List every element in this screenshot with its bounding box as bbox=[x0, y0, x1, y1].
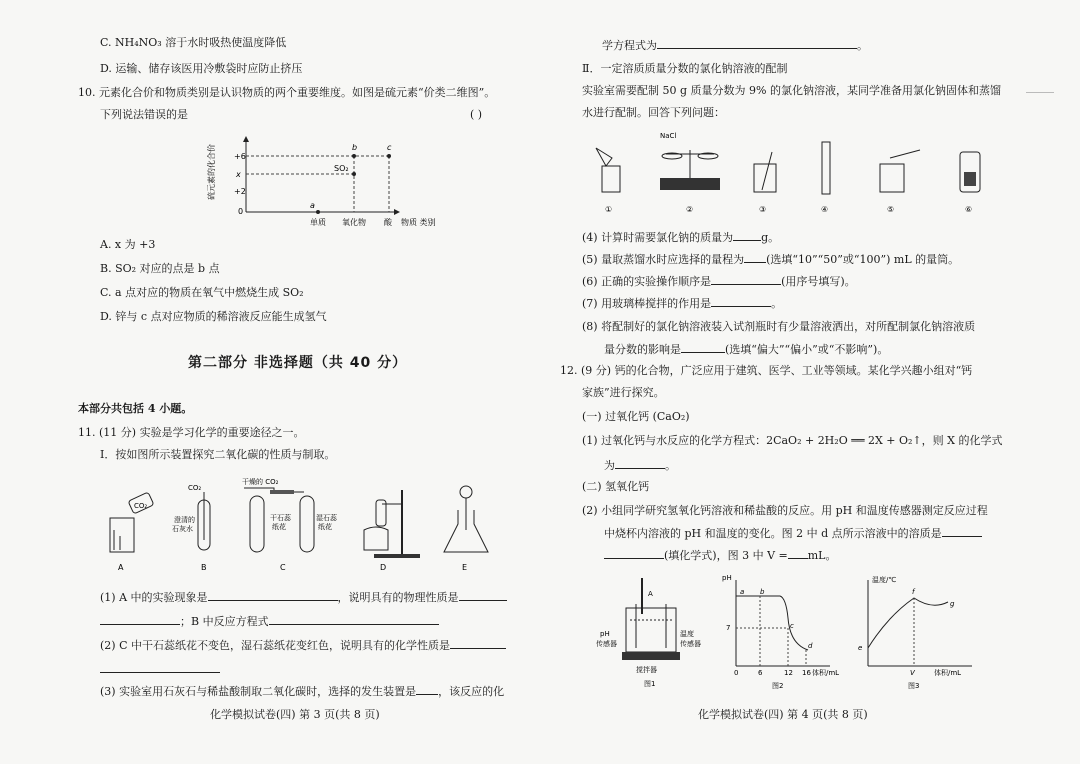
step-5: ⑤ bbox=[887, 205, 895, 214]
q5: (5) 量取蒸馏水时应选择的量程为 (选填“10”“50”或“100”) mL 的量筒。 bbox=[582, 253, 960, 266]
fig1-temp-label: 温度 bbox=[680, 630, 694, 638]
answer-blank[interactable] bbox=[450, 638, 506, 649]
part2-para-2: 水进行配制。回答下列问题： bbox=[582, 106, 725, 119]
fig2-y-label: pH bbox=[722, 574, 732, 582]
answer-blank[interactable] bbox=[269, 614, 439, 625]
q4: (4) 计算时需要氯化钠的质量为 g。 bbox=[582, 231, 780, 244]
fig3-f: f bbox=[912, 588, 915, 596]
part2-title: 第二部分 非选择题（共 40 分） bbox=[188, 355, 408, 371]
q11-3-line: (3) 实验室用石灰石与稀盐酸制取二氧化碳时，选择的发生装置是 ，该反应的化 bbox=[100, 685, 505, 698]
q12-stem: 12. (9 分) 钙的化合物，广泛应用于建筑、医学、工业等领域。某化学兴趣小组对“钙 bbox=[560, 364, 973, 377]
fig1-ph-label-2: 传感器 bbox=[596, 640, 617, 648]
fig1-a-label: A bbox=[648, 590, 653, 598]
q12-2-line1: (2) 小组同学研究氢氧化钙溶液和稀盐酸的反应。用 pH 和温度传感器测定反应过程 bbox=[582, 504, 988, 517]
fig2-x12: 12 bbox=[784, 669, 793, 677]
q9-option-c: C. NH₄NO₃ 溶于水时吸热使温度降低 bbox=[100, 36, 287, 49]
part2-title-right: Ⅱ．一定溶质质量分数的氯化钠溶液的配制 bbox=[582, 62, 788, 75]
beaker-1 bbox=[602, 166, 620, 192]
q12-2-line2: 中烧杯内溶液的 pH 和温度的变化。图 2 中 d 点所示溶液中的溶质是 bbox=[604, 526, 982, 541]
fig2-caption: 图2 bbox=[772, 682, 784, 690]
answer-blank[interactable] bbox=[100, 662, 220, 673]
label-c: c bbox=[387, 143, 392, 152]
q11-2-line1: (2) C 中干石蕊纸花不变色，湿石蕊纸花变红色，说明具有的化学性质是 bbox=[100, 638, 506, 653]
point-so2 bbox=[352, 172, 356, 176]
answer-blank[interactable] bbox=[681, 342, 725, 353]
tube-dry bbox=[250, 496, 264, 552]
point-b bbox=[352, 154, 356, 158]
left-column bbox=[78, 0, 538, 764]
label-B: B bbox=[201, 563, 207, 572]
figure-2-ph-curve bbox=[720, 572, 840, 692]
q12-stem-2: 家族”进行探究。 bbox=[582, 386, 665, 399]
fig2-x0: 0 bbox=[734, 669, 739, 677]
fig2-x16: 16 bbox=[802, 669, 811, 677]
fig3-v: V bbox=[910, 669, 915, 677]
x-axis-label: 物质 类别 bbox=[401, 218, 436, 227]
answer-blank[interactable] bbox=[788, 548, 808, 559]
temperature-curve bbox=[868, 598, 948, 648]
nacl-label: NaCl bbox=[660, 132, 677, 140]
fig3-y-label: 温度/℃ bbox=[872, 576, 897, 584]
limewater-label-2: 石灰水 bbox=[172, 525, 193, 533]
q8-line2: 量分数的影响是 (选填“偏大”“偏小”或“不影响”)。 bbox=[604, 343, 889, 356]
xtick-oxide: 氧化物 bbox=[342, 218, 366, 227]
beaker-5 bbox=[880, 164, 904, 192]
sulfur-valence-chart bbox=[206, 132, 436, 232]
xtick-acid: 酸 bbox=[384, 218, 392, 227]
answer-blank[interactable] bbox=[208, 590, 338, 601]
chart-y-label: 硫元素的化合价 bbox=[207, 144, 216, 200]
ytick-2: +2 bbox=[234, 187, 246, 196]
fig1-caption: 图1 bbox=[644, 680, 656, 688]
burner-d bbox=[364, 527, 388, 550]
fig3-x-label: 体积/mL bbox=[934, 669, 962, 677]
step-1: ① bbox=[605, 205, 613, 214]
label-A: A bbox=[118, 563, 124, 572]
q10-answer-paren: ( ) bbox=[470, 108, 483, 121]
fig2-pt-b: b bbox=[760, 588, 765, 596]
answer-blank[interactable] bbox=[733, 230, 761, 241]
ytick-6: +6 bbox=[234, 152, 246, 161]
co2-bottle-label: CO₂ bbox=[134, 502, 148, 510]
q10-option-a: A. x 为 +3 bbox=[100, 238, 156, 251]
part2-note: 本部分共包括 4 小题。 bbox=[78, 402, 193, 415]
wet-paper-label-2: 纸花 bbox=[318, 523, 332, 531]
margin-mark bbox=[1026, 92, 1054, 93]
step-3: ③ bbox=[759, 205, 767, 214]
label-a: a bbox=[310, 201, 315, 210]
xtick-element: 单质 bbox=[310, 218, 326, 227]
q11-1-line1: (1) A 中的实验现象是 ，说明具有的物理性质是 bbox=[100, 590, 507, 605]
q10-option-b: B. SO₂ 对应的点是 b 点 bbox=[100, 262, 220, 275]
q10-option-c: C. a 点对应的物质在氧气中燃烧生成 SO₂ bbox=[100, 286, 304, 299]
co2-inlet-label: CO₂ bbox=[188, 484, 202, 492]
answer-blank[interactable] bbox=[942, 526, 982, 537]
cylinder-4 bbox=[822, 142, 830, 194]
q6: (6) 正确的实验操作顺序是 (用序号填写)。 bbox=[582, 275, 856, 288]
point-c bbox=[387, 154, 391, 158]
stirrer bbox=[622, 652, 680, 660]
q12-sec2: (二) 氢氧化钙 bbox=[582, 480, 650, 493]
q11-1-line2: ；B 中反应方程式 bbox=[100, 614, 439, 629]
page-footer-left: 化学模拟试卷(四) 第 3 页(共 8 页) bbox=[210, 708, 380, 721]
q12-2-line3: (填化学式)，图 3 中 V = mL。 bbox=[604, 548, 836, 563]
q12-1: (1) 过氧化钙与水反应的化学方程式：2CaO₂ + 2H₂O ══ 2X + O₂↑，则 X 的化学式 bbox=[582, 434, 1003, 447]
part2-para-1: 实验室需要配制 50 g 质量分数为 9% 的氯化钠溶液，某同学准备用氯化钠固体和蒸馏 bbox=[582, 84, 1001, 97]
q9-option-d: D. 运输、储存该医用冷敷袋时应防止挤压 bbox=[100, 62, 303, 75]
fig2-x-label: 体积/mL bbox=[812, 669, 840, 677]
label-C: C bbox=[280, 563, 286, 572]
q10-stem-2: 下列说法错误的是 bbox=[100, 108, 188, 121]
q11-stem: 11. (11 分) 实验是学习化学的重要途径之一。 bbox=[78, 426, 305, 439]
co2-apparatus-figure bbox=[104, 470, 504, 580]
answer-blank[interactable] bbox=[459, 590, 507, 601]
ytick-0: 0 bbox=[238, 207, 244, 216]
y-arrow bbox=[243, 136, 249, 142]
x-arrow bbox=[394, 209, 400, 215]
eq-continued: 学方程式为 。 bbox=[602, 39, 868, 52]
step-4: ④ bbox=[821, 205, 829, 214]
answer-blank[interactable] bbox=[744, 252, 766, 263]
label-so2: SO₂ bbox=[334, 164, 349, 173]
page-footer-right: 化学模拟试卷(四) 第 4 页(共 8 页) bbox=[698, 708, 868, 721]
q10-stem: 10. 元素化合价和物质类别是认识物质的两个重要维度。如图是硫元素“价类二维图”。 bbox=[78, 86, 496, 99]
q8-line1: (8) 将配制好的氯化钠溶液装入试剂瓶时有少量溶液洒出，对所配制氯化钠溶液质 bbox=[582, 320, 976, 333]
right-column bbox=[560, 0, 1020, 764]
answer-blank[interactable] bbox=[604, 548, 664, 559]
fig2-pt-a: a bbox=[740, 588, 745, 596]
fig2-seven: 7 bbox=[726, 624, 731, 632]
dry-co2-label: 干燥的 CO₂ bbox=[242, 478, 279, 486]
q7: (7) 用玻璃棒搅拌的作用是 。 bbox=[582, 297, 783, 310]
dry-paper-label-2: 纸花 bbox=[272, 523, 286, 531]
label-D: D bbox=[380, 563, 387, 572]
ph-curve bbox=[736, 596, 808, 650]
fig1-stir-label: 搅拌器 bbox=[636, 666, 657, 674]
solution-prep-figure bbox=[590, 128, 1010, 218]
wet-paper-label: 湿石蕊 bbox=[316, 514, 337, 522]
fig2-pt-d: d bbox=[808, 642, 813, 650]
fig2-x6: 6 bbox=[758, 669, 763, 677]
answer-blank[interactable] bbox=[100, 614, 180, 625]
q11-2-line2 bbox=[100, 662, 220, 677]
funnel-e bbox=[460, 486, 472, 498]
limewater-label: 澄清的 bbox=[174, 516, 195, 524]
figure-3-temperature-curve bbox=[852, 572, 982, 692]
step-6: ⑥ bbox=[965, 205, 973, 214]
balance bbox=[660, 178, 720, 190]
step-2: ② bbox=[686, 205, 694, 214]
answer-blank[interactable] bbox=[615, 458, 665, 469]
q12-sec1: (一) 过氧化钙 (CaO₂) bbox=[582, 410, 690, 423]
q11-part1-title: Ⅰ．按如图所示装置探究二氧化碳的性质与制取。 bbox=[100, 448, 336, 461]
answer-blank[interactable] bbox=[711, 296, 771, 307]
fig3-g: g bbox=[950, 600, 955, 608]
fig2-pt-c: c bbox=[790, 622, 794, 630]
figure-1-apparatus bbox=[596, 574, 726, 692]
label-E: E bbox=[462, 563, 468, 572]
q10-option-d: D. 锌与 c 点对应物质的稀溶液反应能生成氢气 bbox=[100, 310, 327, 323]
fig3-caption: 图3 bbox=[908, 682, 920, 690]
answer-blank[interactable] bbox=[711, 274, 781, 285]
answer-blank[interactable] bbox=[416, 684, 438, 695]
tube-wet bbox=[300, 496, 314, 552]
dry-paper-label: 干石蕊 bbox=[270, 514, 291, 522]
fig1-ph-label: pH bbox=[600, 630, 610, 638]
ytick-x: x bbox=[236, 170, 241, 179]
fig3-e: e bbox=[858, 644, 863, 652]
fig1-temp-label-2: 传感器 bbox=[680, 640, 701, 648]
label-b: b bbox=[352, 143, 358, 152]
point-a bbox=[316, 210, 320, 214]
beaker bbox=[626, 608, 676, 652]
q12-1-answer: 为 。 bbox=[604, 459, 676, 472]
answer-blank[interactable] bbox=[657, 38, 857, 49]
